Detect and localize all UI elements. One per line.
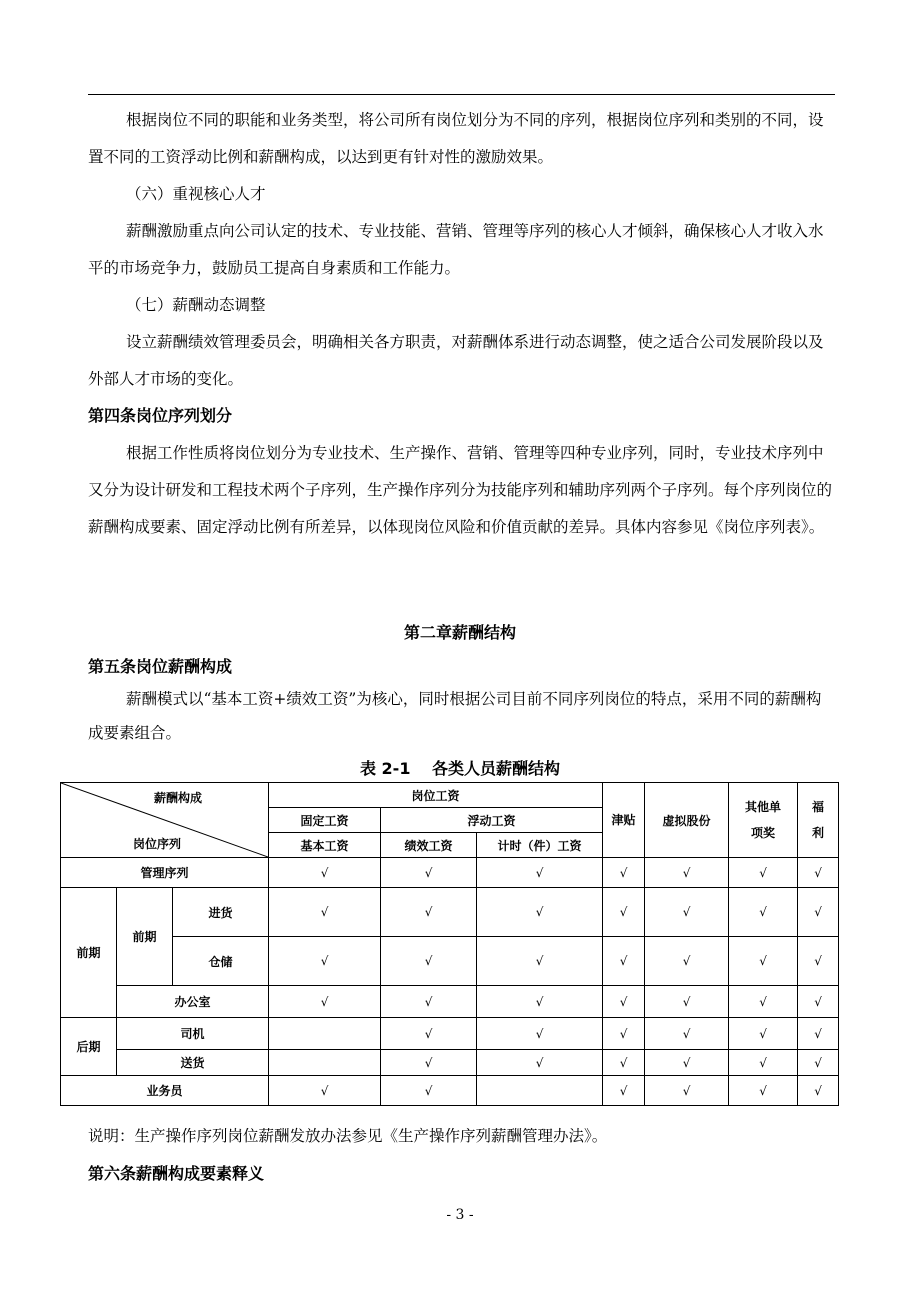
- check-mark: √: [729, 888, 798, 937]
- row-label-office: 办公室: [117, 986, 269, 1018]
- row-group-late: 后期: [61, 1018, 117, 1076]
- check-mark: √: [269, 858, 381, 888]
- header-floating-wage: 浮动工资: [381, 808, 603, 833]
- paragraph-3: 设立薪酬绩效管理委员会，明确相关各方职责，对薪酬体系进行动态调整，使之适合公司发展阶段以及外部人才市场的变化。: [88, 333, 824, 388]
- row-label-sales: 业务员: [61, 1076, 269, 1106]
- check-mark: √: [645, 858, 729, 888]
- check-mark: √: [798, 986, 839, 1018]
- check-mark: √: [645, 888, 729, 937]
- check-mark: √: [269, 888, 381, 937]
- heading-7: （七）薪酬动态调整: [126, 296, 266, 314]
- page-number: - 3 -: [446, 1207, 474, 1223]
- header-rule: [88, 94, 835, 95]
- article-4-heading: 第四条岗位序列划分: [88, 406, 233, 425]
- check-mark: √: [477, 937, 603, 986]
- check-mark: √: [381, 1050, 477, 1076]
- check-mark: √: [603, 1018, 645, 1050]
- header-virtual-shares: 虚拟股份: [645, 783, 729, 858]
- salary-structure-table: [60, 782, 839, 1106]
- article-6-heading: 第六条薪酬构成要素释义: [88, 1164, 265, 1183]
- check-mark: √: [798, 1050, 839, 1076]
- check-mark: √: [603, 1050, 645, 1076]
- check-mark: √: [798, 937, 839, 986]
- check-mark: √: [645, 937, 729, 986]
- paragraph-4: 根据工作性质将岗位划分为专业技术、生产操作、营销、管理等四种专业序列，同时，专业技术序列中又分为设计研发和工程技术两个子序列，生产操作序列分为技能序列和辅助序列两个子序列。每个序列岗位的薪酬构成要素、固定浮动比例有所差异，以体现岗位风险和价值贡献的差异。具体内容参见《岗位序列表》。: [88, 444, 833, 536]
- row-label-management: 管理序列: [61, 858, 269, 888]
- table-row: [61, 1050, 839, 1076]
- check-mark: √: [729, 986, 798, 1018]
- header-welfare: 福利: [798, 783, 839, 858]
- paragraph-1: 根据岗位不同的职能和业务类型，将公司所有岗位划分为不同的序列，根据岗位序列和类别的不同，设置不同的工资浮动比例和薪酬构成，以达到更有针对性的激励效果。: [88, 111, 824, 166]
- check-mark: √: [603, 937, 645, 986]
- check-mark: √: [269, 986, 381, 1018]
- check-mark: √: [381, 858, 477, 888]
- header-piece-wage: 计时（件）工资: [477, 833, 603, 858]
- paragraph-5: 薪酬模式以“基本工资+绩效工资”为核心，同时根据公司目前不同序列岗位的特点，采用不同的薪酬构成要素组合。: [88, 690, 822, 742]
- check-mark: √: [381, 1076, 477, 1106]
- table-row: [61, 858, 839, 888]
- article-5-heading: 第五条岗位薪酬构成: [88, 657, 233, 676]
- check-mark: √: [477, 1050, 603, 1076]
- check-mark: √: [269, 1076, 381, 1106]
- row-subgroup-early: 前期: [117, 888, 173, 986]
- empty-cell: [477, 1076, 603, 1106]
- check-mark: √: [729, 1050, 798, 1076]
- table-row: [61, 937, 839, 986]
- row-label-delivery: 送货: [117, 1050, 269, 1076]
- table-caption: 表 2-1 各类人员薪酬结构: [359, 759, 561, 778]
- check-mark: √: [477, 986, 603, 1018]
- check-mark: √: [381, 937, 477, 986]
- check-mark: √: [477, 1018, 603, 1050]
- row-label-storage: 仓储: [173, 937, 269, 986]
- table-row: [61, 986, 839, 1018]
- check-mark: √: [798, 1076, 839, 1106]
- check-mark: √: [603, 1076, 645, 1106]
- row-label-driver: 司机: [117, 1018, 269, 1050]
- header-allowance: 津贴: [603, 783, 645, 858]
- check-mark: √: [381, 1018, 477, 1050]
- check-mark: √: [269, 937, 381, 986]
- check-mark: √: [645, 986, 729, 1018]
- check-mark: √: [645, 1076, 729, 1106]
- check-mark: √: [798, 1018, 839, 1050]
- check-mark: √: [603, 858, 645, 888]
- table-row: [61, 1076, 839, 1106]
- chapter-2-title: 第二章薪酬结构: [403, 623, 516, 642]
- check-mark: √: [381, 888, 477, 937]
- heading-6: （六）重视核心人才: [126, 185, 266, 203]
- check-mark: √: [477, 888, 603, 937]
- empty-cell: [269, 1018, 381, 1050]
- check-mark: √: [729, 858, 798, 888]
- table-row: [61, 888, 839, 937]
- check-mark: √: [729, 937, 798, 986]
- row-group-early: 前期: [61, 888, 117, 1018]
- check-mark: √: [798, 888, 839, 937]
- corner-header: [61, 783, 269, 858]
- table-note: 说明：生产操作序列岗位薪酬发放办法参见《生产操作序列薪酬管理办法》。: [88, 1127, 608, 1145]
- check-mark: √: [645, 1018, 729, 1050]
- check-mark: √: [603, 986, 645, 1018]
- header-performance-wage: 绩效工资: [381, 833, 477, 858]
- header-post-wage: 岗位工资: [269, 783, 603, 808]
- corner-top-label: 薪酬构成: [154, 791, 203, 805]
- header-fixed-wage: 固定工资: [269, 808, 381, 833]
- paragraph-2: 薪酬激励重点向公司认定的技术、专业技能、营销、管理等序列的核心人才倾斜，确保核心人才收入水平的市场竞争力，鼓励员工提高自身素质和工作能力。: [88, 222, 824, 277]
- table-row: [61, 1018, 839, 1050]
- check-mark: √: [798, 858, 839, 888]
- check-mark: √: [729, 1018, 798, 1050]
- check-mark: √: [381, 986, 477, 1018]
- check-mark: √: [477, 858, 603, 888]
- check-mark: √: [603, 888, 645, 937]
- check-mark: √: [729, 1076, 798, 1106]
- check-mark: √: [645, 1050, 729, 1076]
- row-label-stock-in: 进货: [173, 888, 269, 937]
- header-basic-wage: 基本工资: [269, 833, 381, 858]
- header-other-bonus: 其他单项奖: [729, 783, 798, 858]
- corner-bottom-label: 岗位序列: [133, 837, 182, 851]
- empty-cell: [269, 1050, 381, 1076]
